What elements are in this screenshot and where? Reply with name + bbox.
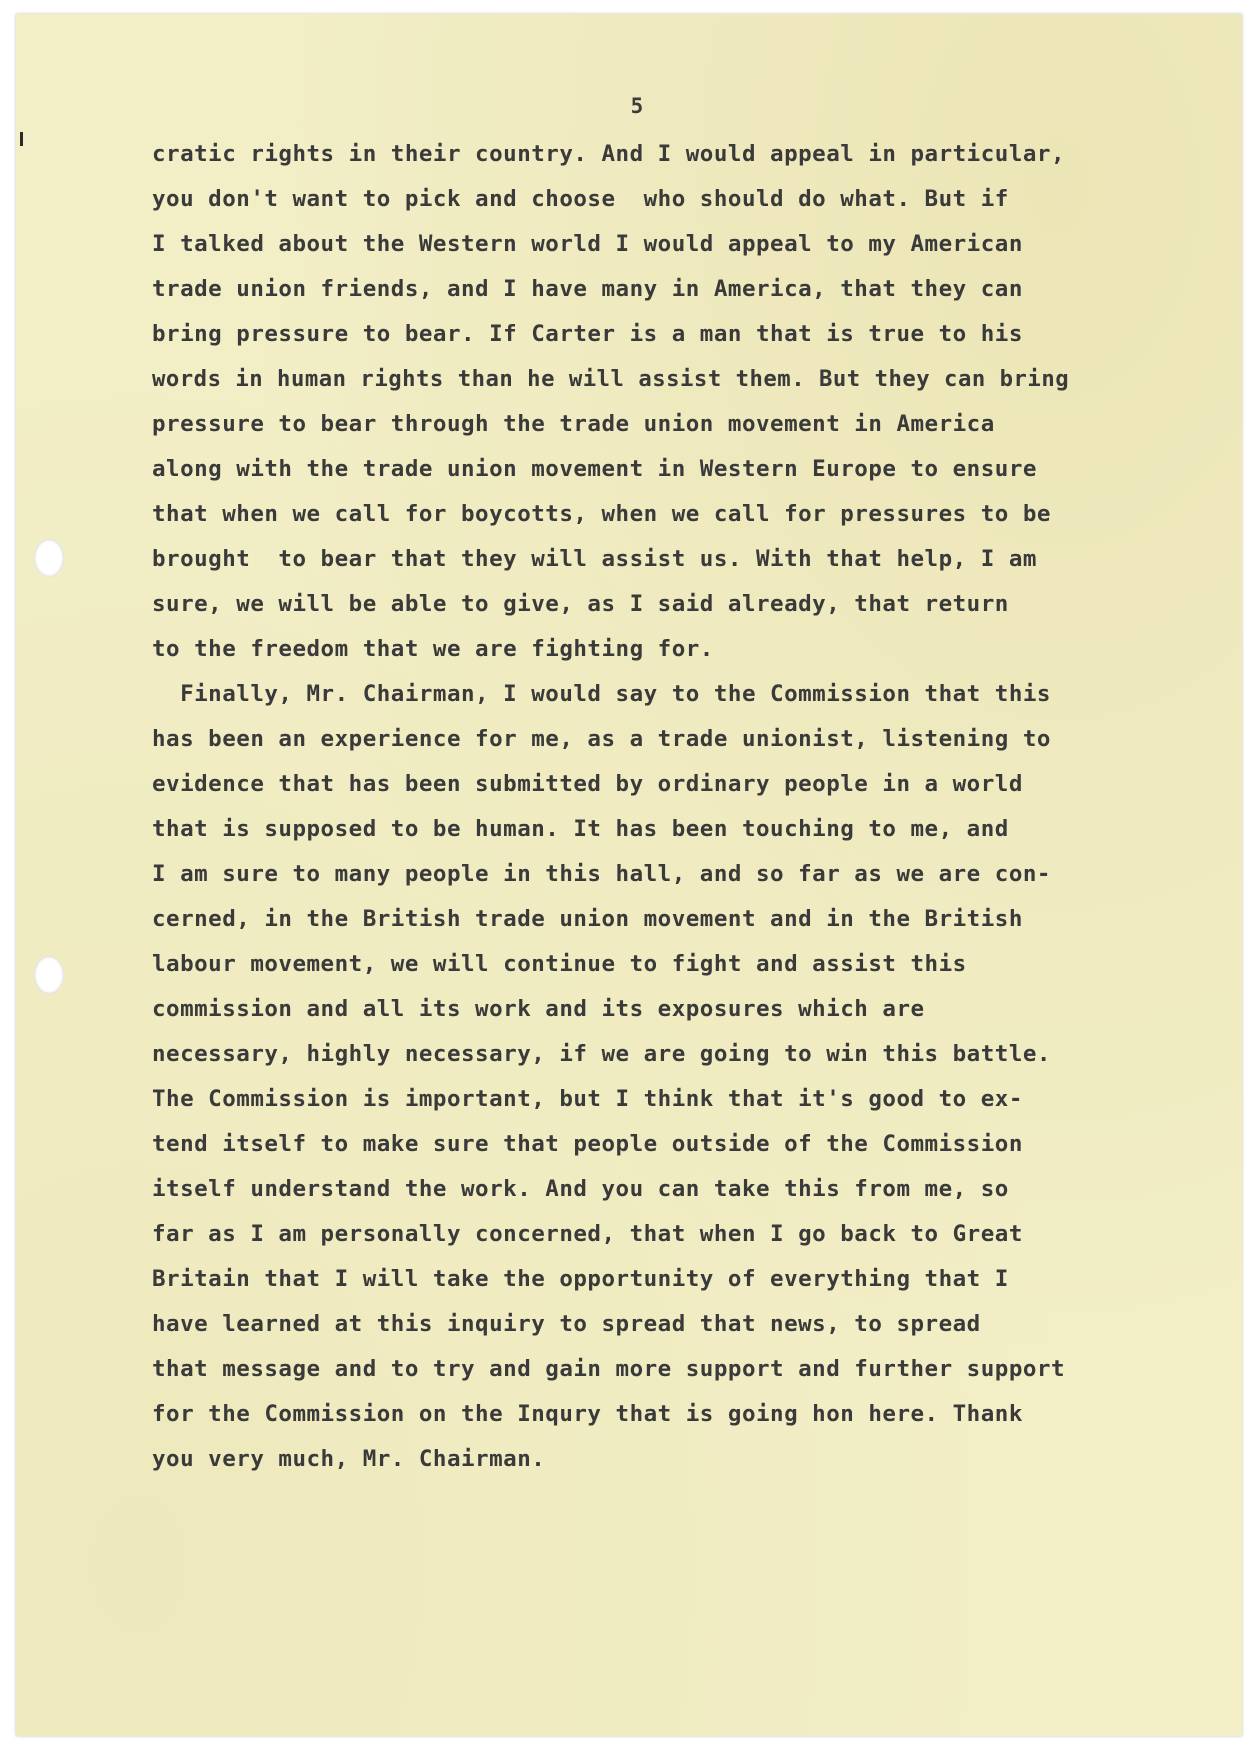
text-line: brought to bear that they will assist us. With that help, I am	[152, 546, 1037, 572]
text-line: far as I am personally concerned, that when I go back to Great	[152, 1221, 1023, 1247]
text-line: you don't want to pick and choose who should do what. But if	[152, 186, 1009, 212]
text-line: to the freedom that we are fighting for.	[152, 636, 714, 662]
text-line: The Commission is important, but I think that it's good to ex-	[152, 1086, 1023, 1112]
text-line: itself understand the work. And you can take this from me, so	[152, 1176, 1009, 1202]
text-line: necessary, highly necessary, if we are going to win this battle.	[152, 1041, 1051, 1067]
text-line: labour movement, we will continue to fight and assist this	[152, 951, 967, 977]
page-number: 5	[630, 94, 644, 118]
text-line: cerned, in the British trade union movement and in the British	[152, 906, 1023, 932]
text-line: bring pressure to bear. If Carter is a man that is true to his	[152, 321, 1023, 347]
text-line: you very much, Mr. Chairman.	[152, 1446, 546, 1472]
text-line: along with the trade union movement in Western Europe to ensure	[152, 456, 1037, 482]
text-line: sure, we will be able to give, as I said already, that return	[152, 591, 1009, 617]
text-line: words in human rights than he will assist them. But they can bring	[152, 366, 1070, 392]
text-line: for the Commission on the Inqury that is going hon here. Thank	[152, 1401, 1023, 1427]
punch-hole-top	[34, 539, 64, 577]
text-line: I talked about the Western world I would appeal to my American	[152, 231, 1023, 257]
text-line: trade union friends, and I have many in America, that they can	[152, 276, 1023, 302]
text-line: pressure to bear through the trade union movement in America	[152, 411, 995, 437]
text-line: has been an experience for me, as a trade unionist, listening to	[152, 726, 1051, 752]
text-line: tend itself to make sure that people outside of the Commission	[152, 1131, 1023, 1157]
text-line: commission and all its work and its exposures which are	[152, 996, 925, 1022]
punch-hole-bottom	[34, 956, 64, 994]
margin-mark	[20, 132, 23, 146]
text-line: I am sure to many people in this hall, and so far as we are con-	[152, 861, 1051, 887]
text-line: cratic rights in their country. And I would appeal in particular,	[152, 141, 1065, 167]
text-line: evidence that has been submitted by ordinary people in a world	[152, 771, 1023, 797]
text-line: that is supposed to be human. It has been touching to me, and	[152, 816, 1009, 842]
text-line: that message and to try and gain more support and further support	[152, 1356, 1065, 1382]
text-line: that when we call for boycotts, when we call for pressures to be	[152, 501, 1051, 527]
text-line: Britain that I will take the opportunity of everything that I	[152, 1266, 1009, 1292]
text-line: have learned at this inquiry to spread that news, to spread	[152, 1311, 981, 1337]
typewritten-page	[16, 14, 1242, 1736]
text-line: Finally, Mr. Chairman, I would say to the Commission that this	[152, 681, 1051, 707]
